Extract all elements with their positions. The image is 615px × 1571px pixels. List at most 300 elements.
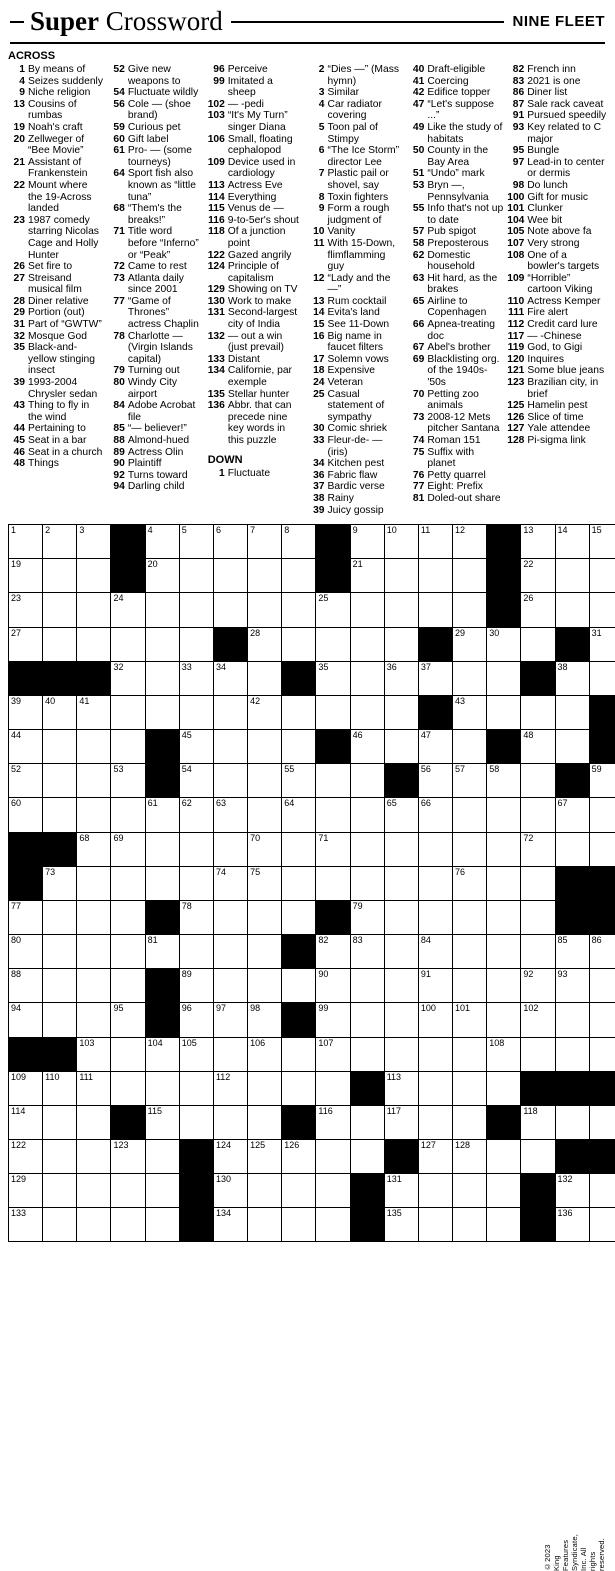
clue-item[interactable] [208, 250, 304, 262]
clue-item[interactable] [108, 481, 204, 493]
clue-item[interactable] [208, 226, 304, 249]
grid-cell[interactable] [9, 525, 43, 559]
clue-item[interactable] [407, 319, 503, 342]
grid-cell[interactable] [316, 866, 350, 900]
grid-cell[interactable] [555, 1105, 589, 1139]
grid-cell[interactable] [453, 1071, 487, 1105]
grid-cell[interactable] [282, 798, 316, 832]
clue-item[interactable] [108, 377, 204, 400]
clue-item[interactable] [507, 342, 607, 354]
grid-cell[interactable] [179, 559, 213, 593]
grid-cell[interactable] [77, 627, 111, 661]
clue-item[interactable] [507, 238, 607, 250]
grid-cell[interactable] [9, 593, 43, 627]
grid-cell[interactable] [248, 1037, 282, 1071]
clue-item[interactable] [108, 423, 204, 435]
clue-item[interactable] [8, 342, 104, 377]
grid-cell[interactable] [9, 559, 43, 593]
clue-item[interactable] [208, 284, 304, 296]
grid-cell[interactable] [384, 1071, 418, 1105]
grid-cell[interactable] [213, 935, 247, 969]
grid-cell[interactable] [384, 900, 418, 934]
grid-cell[interactable] [179, 1105, 213, 1139]
clue-item[interactable] [8, 331, 104, 343]
grid-cell[interactable] [487, 832, 521, 866]
grid-cell[interactable] [555, 798, 589, 832]
grid-cell[interactable] [179, 593, 213, 627]
grid-cell[interactable] [555, 593, 589, 627]
grid-cell[interactable] [350, 798, 384, 832]
clue-item[interactable] [308, 458, 404, 470]
grid-cell[interactable] [521, 559, 555, 593]
grid-cell[interactable] [589, 1105, 615, 1139]
grid-cell[interactable] [418, 661, 452, 695]
grid-cell[interactable] [179, 832, 213, 866]
clue-item[interactable] [507, 400, 607, 412]
clue-item[interactable] [507, 76, 607, 88]
grid-cell[interactable] [111, 832, 145, 866]
grid-cell[interactable] [248, 832, 282, 866]
grid-cell[interactable] [555, 559, 589, 593]
clue-item[interactable] [308, 505, 404, 517]
grid-cell[interactable] [43, 695, 77, 729]
clue-item[interactable] [208, 354, 304, 366]
grid-cell[interactable] [179, 935, 213, 969]
grid-cell[interactable] [43, 1208, 77, 1242]
grid-cell[interactable] [555, 969, 589, 1003]
clue-item[interactable] [507, 435, 607, 447]
grid-cell[interactable] [350, 935, 384, 969]
clue-item[interactable] [407, 354, 503, 389]
grid-cell[interactable] [453, 525, 487, 559]
grid-cell[interactable] [43, 525, 77, 559]
grid-cell[interactable] [43, 1174, 77, 1208]
clue-item[interactable] [308, 365, 404, 377]
grid-cell[interactable] [213, 730, 247, 764]
clue-item[interactable] [308, 296, 404, 308]
grid-cell[interactable] [282, 900, 316, 934]
clue-item[interactable] [8, 400, 104, 423]
grid-cell[interactable] [555, 1003, 589, 1037]
clue-item[interactable] [108, 331, 204, 366]
clue-item[interactable] [208, 134, 304, 157]
clue-item[interactable] [507, 296, 607, 308]
clue-item[interactable] [108, 99, 204, 122]
grid-cell[interactable] [282, 1037, 316, 1071]
grid-cell[interactable] [77, 695, 111, 729]
clue-item[interactable] [407, 99, 503, 122]
grid-cell[interactable] [350, 832, 384, 866]
clue-item[interactable] [308, 389, 404, 424]
grid-cell[interactable] [418, 1208, 452, 1242]
grid-cell[interactable] [77, 832, 111, 866]
clue-item[interactable] [308, 319, 404, 331]
grid-cell[interactable] [111, 730, 145, 764]
grid-cell[interactable] [9, 695, 43, 729]
clue-item[interactable] [208, 203, 304, 215]
grid-cell[interactable] [350, 764, 384, 798]
grid-cell[interactable] [384, 695, 418, 729]
grid-cell[interactable] [350, 1105, 384, 1139]
grid-cell[interactable] [589, 1208, 615, 1242]
grid-cell[interactable] [453, 798, 487, 832]
grid-cell[interactable] [77, 1105, 111, 1139]
grid-cell[interactable] [77, 1174, 111, 1208]
grid-cell[interactable] [384, 1208, 418, 1242]
grid-cell[interactable] [487, 661, 521, 695]
grid-cell[interactable] [111, 1003, 145, 1037]
grid-cell[interactable] [213, 832, 247, 866]
grid-cell[interactable] [453, 935, 487, 969]
clue-item[interactable] [308, 122, 404, 145]
grid-cell[interactable] [248, 627, 282, 661]
clue-item[interactable] [308, 64, 404, 87]
grid-cell[interactable] [248, 1139, 282, 1173]
grid-cell[interactable] [9, 1208, 43, 1242]
grid-cell[interactable] [453, 1003, 487, 1037]
grid-cell[interactable] [589, 661, 615, 695]
grid-cell[interactable] [248, 935, 282, 969]
clue-item[interactable] [108, 226, 204, 261]
grid-cell[interactable] [384, 730, 418, 764]
grid-cell[interactable] [555, 1208, 589, 1242]
grid-cell[interactable] [418, 1003, 452, 1037]
grid-cell[interactable] [213, 969, 247, 1003]
clue-item[interactable] [208, 157, 304, 180]
grid-cell[interactable] [213, 1037, 247, 1071]
grid-cell[interactable] [487, 1139, 521, 1173]
grid-cell[interactable] [9, 764, 43, 798]
grid-cell[interactable] [248, 866, 282, 900]
grid-cell[interactable] [77, 900, 111, 934]
grid-cell[interactable] [487, 764, 521, 798]
grid-cell[interactable] [43, 764, 77, 798]
grid-cell[interactable] [111, 764, 145, 798]
grid-cell[interactable] [350, 1139, 384, 1173]
grid-cell[interactable] [555, 935, 589, 969]
grid-cell[interactable] [384, 1003, 418, 1037]
clue-item[interactable] [507, 319, 607, 331]
grid-cell[interactable] [487, 627, 521, 661]
grid-cell[interactable] [9, 935, 43, 969]
grid-cell[interactable] [316, 1037, 350, 1071]
grid-cell[interactable] [43, 935, 77, 969]
grid-cell[interactable] [589, 1037, 615, 1071]
grid-cell[interactable] [384, 1174, 418, 1208]
clue-item[interactable] [108, 296, 204, 331]
clue-item[interactable] [507, 192, 607, 204]
clue-item[interactable] [308, 354, 404, 366]
grid-cell[interactable] [43, 559, 77, 593]
grid-cell[interactable] [248, 661, 282, 695]
grid-cell[interactable] [453, 695, 487, 729]
clue-item[interactable] [8, 307, 104, 319]
grid-cell[interactable] [316, 627, 350, 661]
clue-item[interactable] [308, 238, 404, 273]
grid-cell[interactable] [179, 525, 213, 559]
clue-item[interactable] [308, 192, 404, 204]
clue-item[interactable] [407, 481, 503, 493]
grid-cell[interactable] [9, 969, 43, 1003]
grid-cell[interactable] [77, 866, 111, 900]
grid-cell[interactable] [77, 764, 111, 798]
grid-cell[interactable] [282, 1174, 316, 1208]
grid-cell[interactable] [111, 695, 145, 729]
grid-cell[interactable] [418, 798, 452, 832]
grid-cell[interactable] [589, 1003, 615, 1037]
grid-cell[interactable] [9, 900, 43, 934]
grid-cell[interactable] [213, 900, 247, 934]
grid-cell[interactable] [282, 627, 316, 661]
grid-cell[interactable] [43, 1071, 77, 1105]
clue-item[interactable] [208, 331, 304, 354]
clue-item[interactable] [308, 307, 404, 319]
clue-item[interactable] [507, 354, 607, 366]
grid-cell[interactable] [111, 1071, 145, 1105]
grid-cell[interactable] [487, 1174, 521, 1208]
grid-cell[interactable] [384, 1105, 418, 1139]
grid-cell[interactable] [350, 900, 384, 934]
clue-item[interactable] [8, 261, 104, 273]
grid-cell[interactable] [521, 593, 555, 627]
clue-item[interactable] [108, 87, 204, 99]
grid-cell[interactable] [145, 1071, 179, 1105]
grid-cell[interactable] [111, 900, 145, 934]
grid-cell[interactable] [453, 969, 487, 1003]
clue-item[interactable] [8, 273, 104, 296]
grid-cell[interactable] [248, 1105, 282, 1139]
clue-item[interactable] [8, 122, 104, 134]
clue-item[interactable] [208, 215, 304, 227]
grid-cell[interactable] [77, 730, 111, 764]
grid-cell[interactable] [589, 525, 615, 559]
clue-item[interactable] [507, 215, 607, 227]
grid-cell[interactable] [213, 525, 247, 559]
grid-cell[interactable] [282, 764, 316, 798]
grid-cell[interactable] [350, 695, 384, 729]
grid-cell[interactable] [213, 1071, 247, 1105]
grid-cell[interactable] [282, 1071, 316, 1105]
grid-cell[interactable] [521, 866, 555, 900]
grid-cell[interactable] [418, 900, 452, 934]
grid-cell[interactable] [77, 1208, 111, 1242]
grid-cell[interactable] [316, 661, 350, 695]
clue-item[interactable] [507, 87, 607, 99]
grid-cell[interactable] [350, 866, 384, 900]
grid-cell[interactable] [9, 1105, 43, 1139]
grid-cell[interactable] [589, 593, 615, 627]
grid-cell[interactable] [248, 730, 282, 764]
grid-cell[interactable] [77, 969, 111, 1003]
clue-item[interactable] [308, 99, 404, 122]
grid-cell[interactable] [248, 1071, 282, 1105]
clue-item[interactable] [108, 203, 204, 226]
grid-cell[interactable] [453, 627, 487, 661]
grid-cell[interactable] [487, 935, 521, 969]
grid-cell[interactable] [453, 1174, 487, 1208]
clue-item[interactable] [308, 481, 404, 493]
grid-cell[interactable] [418, 593, 452, 627]
grid-cell[interactable] [555, 1174, 589, 1208]
clue-item[interactable] [108, 134, 204, 146]
grid-cell[interactable] [453, 1037, 487, 1071]
clue-item[interactable] [308, 273, 404, 296]
grid-cell[interactable] [384, 559, 418, 593]
grid-cell[interactable] [589, 969, 615, 1003]
clue-item[interactable] [8, 99, 104, 122]
clue-item[interactable] [308, 203, 404, 226]
grid-cell[interactable] [521, 969, 555, 1003]
grid-cell[interactable] [43, 900, 77, 934]
grid-cell[interactable] [453, 661, 487, 695]
grid-cell[interactable] [316, 969, 350, 1003]
grid-cell[interactable] [316, 798, 350, 832]
grid-cell[interactable] [487, 866, 521, 900]
grid-cell[interactable] [179, 730, 213, 764]
grid-cell[interactable] [145, 798, 179, 832]
clue-item[interactable] [407, 203, 503, 226]
grid-cell[interactable] [418, 866, 452, 900]
grid-cell[interactable] [43, 593, 77, 627]
grid-cell[interactable] [487, 1208, 521, 1242]
clue-item[interactable] [108, 458, 204, 470]
grid-cell[interactable] [111, 866, 145, 900]
grid-cell[interactable] [384, 661, 418, 695]
grid-cell[interactable] [145, 935, 179, 969]
grid-cell[interactable] [248, 900, 282, 934]
grid-cell[interactable] [248, 525, 282, 559]
clue-item[interactable] [507, 226, 607, 238]
clue-item[interactable] [208, 64, 304, 76]
grid-cell[interactable] [9, 1174, 43, 1208]
clue-item[interactable] [108, 261, 204, 273]
grid-cell[interactable] [350, 593, 384, 627]
grid-cell[interactable] [179, 695, 213, 729]
grid-cell[interactable] [487, 1003, 521, 1037]
grid-cell[interactable] [77, 798, 111, 832]
grid-cell[interactable] [453, 832, 487, 866]
grid-cell[interactable] [316, 764, 350, 798]
grid-cell[interactable] [555, 832, 589, 866]
grid-cell[interactable] [145, 627, 179, 661]
grid-cell[interactable] [145, 1174, 179, 1208]
grid-cell[interactable] [418, 764, 452, 798]
grid-cell[interactable] [145, 1037, 179, 1071]
grid-cell[interactable] [316, 1003, 350, 1037]
grid-cell[interactable] [77, 1071, 111, 1105]
clue-item[interactable] [308, 377, 404, 389]
grid-cell[interactable] [521, 730, 555, 764]
grid-cell[interactable] [418, 832, 452, 866]
grid-cell[interactable] [9, 627, 43, 661]
grid-cell[interactable] [145, 559, 179, 593]
grid-cell[interactable] [350, 1037, 384, 1071]
grid-cell[interactable] [213, 695, 247, 729]
grid-cell[interactable] [453, 866, 487, 900]
grid-cell[interactable] [453, 1208, 487, 1242]
clue-item[interactable] [407, 389, 503, 412]
grid-cell[interactable] [213, 1105, 247, 1139]
grid-cell[interactable] [487, 798, 521, 832]
clue-item[interactable] [208, 307, 304, 330]
clue-item[interactable] [507, 203, 607, 215]
grid-cell[interactable] [350, 627, 384, 661]
grid-cell[interactable] [487, 695, 521, 729]
grid-cell[interactable] [384, 525, 418, 559]
grid-cell[interactable] [521, 935, 555, 969]
clue-item[interactable] [8, 87, 104, 99]
grid-cell[interactable] [145, 593, 179, 627]
grid-cell[interactable] [453, 1139, 487, 1173]
clue-item[interactable] [308, 87, 404, 99]
clue-item[interactable] [407, 122, 503, 145]
grid-cell[interactable] [589, 559, 615, 593]
grid-cell[interactable] [282, 525, 316, 559]
grid-cell[interactable] [248, 1174, 282, 1208]
clue-item[interactable] [208, 365, 304, 388]
clue-item[interactable] [108, 122, 204, 134]
clue-item[interactable] [108, 447, 204, 459]
clue-item[interactable] [507, 145, 607, 157]
clue-item[interactable] [108, 64, 204, 87]
clue-item[interactable] [407, 342, 503, 354]
grid-cell[interactable] [77, 1003, 111, 1037]
grid-cell[interactable] [418, 1139, 452, 1173]
clue-item[interactable] [507, 273, 607, 296]
grid-cell[interactable] [77, 525, 111, 559]
grid-cell[interactable] [521, 1139, 555, 1173]
grid-cell[interactable] [487, 900, 521, 934]
clue-item[interactable] [8, 215, 104, 261]
grid-cell[interactable] [111, 593, 145, 627]
grid-cell[interactable] [316, 1071, 350, 1105]
grid-cell[interactable] [487, 1037, 521, 1071]
grid-cell[interactable] [248, 764, 282, 798]
grid-cell[interactable] [521, 1105, 555, 1139]
grid-cell[interactable] [589, 1174, 615, 1208]
grid-cell[interactable] [43, 730, 77, 764]
clue-item[interactable] [108, 168, 204, 203]
grid-cell[interactable] [282, 695, 316, 729]
grid-cell[interactable] [589, 832, 615, 866]
grid-cell[interactable] [282, 969, 316, 1003]
grid-cell[interactable] [248, 593, 282, 627]
grid-cell[interactable] [350, 661, 384, 695]
grid-cell[interactable] [384, 593, 418, 627]
clue-item[interactable] [8, 180, 104, 215]
grid-cell[interactable] [282, 1208, 316, 1242]
grid-cell[interactable] [179, 1037, 213, 1071]
clue-item[interactable] [208, 110, 304, 133]
grid-cell[interactable] [521, 525, 555, 559]
grid-cell[interactable] [418, 935, 452, 969]
clue-item[interactable] [507, 377, 607, 400]
clue-item[interactable] [407, 470, 503, 482]
grid-cell[interactable] [589, 627, 615, 661]
grid-cell[interactable] [145, 866, 179, 900]
clue-item[interactable] [407, 168, 503, 180]
grid-cell[interactable] [43, 969, 77, 1003]
grid-cell[interactable] [418, 730, 452, 764]
grid-cell[interactable] [316, 593, 350, 627]
grid-cell[interactable] [316, 1139, 350, 1173]
grid-cell[interactable] [316, 832, 350, 866]
clue-item[interactable] [407, 435, 503, 447]
clue-item[interactable] [208, 296, 304, 308]
clue-item[interactable] [308, 435, 404, 458]
grid-cell[interactable] [453, 593, 487, 627]
clue-item[interactable] [407, 145, 503, 168]
